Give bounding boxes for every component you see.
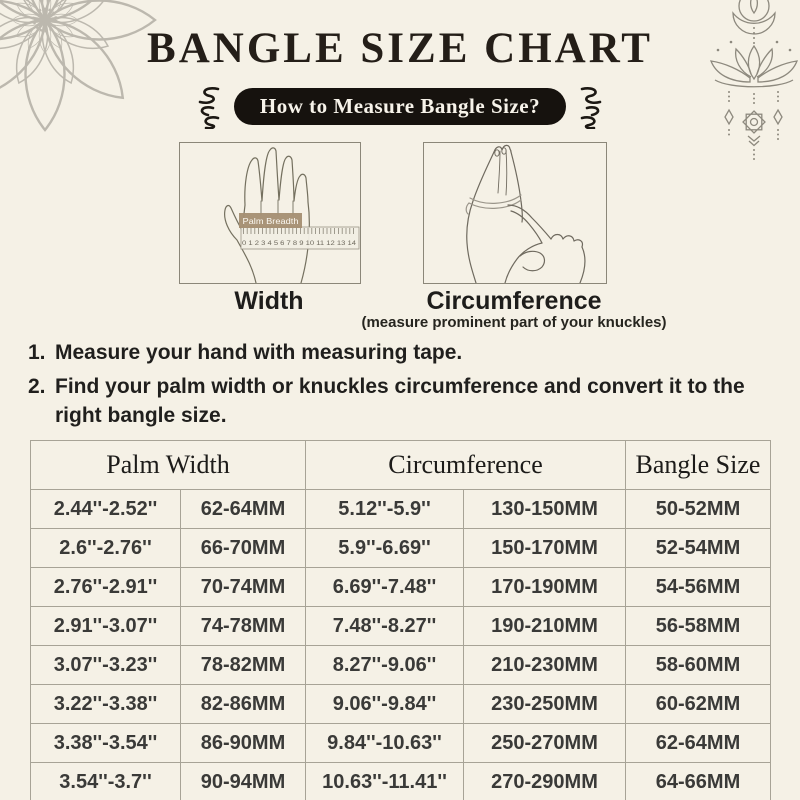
table-cell: 3.07''-3.23'' xyxy=(31,646,181,685)
table-cell: 270-290MM xyxy=(464,763,626,800)
instruction-number: 2. xyxy=(28,375,46,398)
instructions-list xyxy=(28,338,776,435)
table-cell: 10.63''-11.41'' xyxy=(306,763,464,800)
table-cell: 62-64MM xyxy=(181,490,306,529)
table-cell: 54-56MM xyxy=(626,568,771,607)
table-cell: 60-62MM xyxy=(626,685,771,724)
instruction-step-1 xyxy=(28,338,776,367)
table-cell: 3.38''-3.54'' xyxy=(31,724,181,763)
table-cell: 64-66MM xyxy=(626,763,771,800)
table-cell: 82-86MM xyxy=(181,685,306,724)
table-row xyxy=(31,724,771,763)
circumference-measure-illustration xyxy=(423,142,607,284)
table-row xyxy=(31,568,771,607)
table-row xyxy=(31,763,771,800)
table-cell: 50-52MM xyxy=(626,490,771,529)
mandala-corner-decoration-icon xyxy=(0,0,175,150)
width-measure-illustration xyxy=(179,142,361,284)
left-flourish-icon xyxy=(188,83,224,129)
table-cell: 190-210MM xyxy=(464,607,626,646)
table-row xyxy=(31,607,771,646)
table-cell: 2.76''-2.91'' xyxy=(31,568,181,607)
table-cell: 5.12''-5.9'' xyxy=(306,490,464,529)
table-cell: 56-58MM xyxy=(626,607,771,646)
table-cell: 66-70MM xyxy=(181,529,306,568)
palm-breadth-label: Palm Breadth xyxy=(242,216,299,226)
table-cell: 62-64MM xyxy=(626,724,771,763)
how-to-measure-badge: How to Measure Bangle Size? xyxy=(234,88,566,125)
table-cell: 7.48''-8.27'' xyxy=(306,607,464,646)
right-flourish-icon xyxy=(576,83,612,129)
table-row xyxy=(31,685,771,724)
table-row xyxy=(31,529,771,568)
circumference-caption: Circumference xyxy=(426,287,602,315)
page-title: BANGLE SIZE CHART xyxy=(147,25,653,72)
table-cell: 78-82MM xyxy=(181,646,306,685)
table-cell: 130-150MM xyxy=(464,490,626,529)
column-header-palm-width: Palm Width xyxy=(31,441,306,490)
instruction-text: Measure your hand with measuring tape. xyxy=(55,341,463,364)
table-cell: 9.06''-9.84'' xyxy=(306,685,464,724)
table-cell: 150-170MM xyxy=(464,529,626,568)
table-cell: 210-230MM xyxy=(464,646,626,685)
bangle-size-table xyxy=(30,440,771,800)
table-cell: 170-190MM xyxy=(464,568,626,607)
table-cell: 6.69''-7.48'' xyxy=(306,568,464,607)
table-cell: 250-270MM xyxy=(464,724,626,763)
table-row xyxy=(31,646,771,685)
instruction-text: Find your palm width or knuckles circumference and convert it to the right bangle size. xyxy=(55,375,745,427)
table-cell: 74-78MM xyxy=(181,607,306,646)
table-header-row xyxy=(31,441,771,490)
table-cell: 5.9''-6.69'' xyxy=(306,529,464,568)
table-cell: 3.54''-3.7'' xyxy=(31,763,181,800)
table-cell: 2.44''-2.52'' xyxy=(31,490,181,529)
ruler-graphic xyxy=(239,213,359,249)
table-cell: 86-90MM xyxy=(181,724,306,763)
table-cell: 90-94MM xyxy=(181,763,306,800)
table-cell: 52-54MM xyxy=(626,529,771,568)
table-cell: 3.22''-3.38'' xyxy=(31,685,181,724)
table-row xyxy=(31,490,771,529)
column-header-circumference: Circumference xyxy=(306,441,626,490)
table-cell: 8.27''-9.06'' xyxy=(306,646,464,685)
table-cell: 9.84''-10.63'' xyxy=(306,724,464,763)
column-header-bangle-size: Bangle Size xyxy=(626,441,771,490)
ruler-numbers: 0 1 2 3 4 5 6 7 8 9 10 11 12 13 14 xyxy=(242,241,357,247)
table-cell: 2.6''-2.76'' xyxy=(31,529,181,568)
table-cell: 70-74MM xyxy=(181,568,306,607)
table-cell: 230-250MM xyxy=(464,685,626,724)
table-cell: 58-60MM xyxy=(626,646,771,685)
width-caption: Width xyxy=(234,287,304,315)
subtitle-row xyxy=(0,86,800,126)
table-cell: 2.91''-3.07'' xyxy=(31,607,181,646)
circumference-note: (measure prominent part of your knuckles) xyxy=(361,314,667,331)
instruction-step-2 xyxy=(28,372,776,430)
instruction-number: 1. xyxy=(28,341,46,364)
